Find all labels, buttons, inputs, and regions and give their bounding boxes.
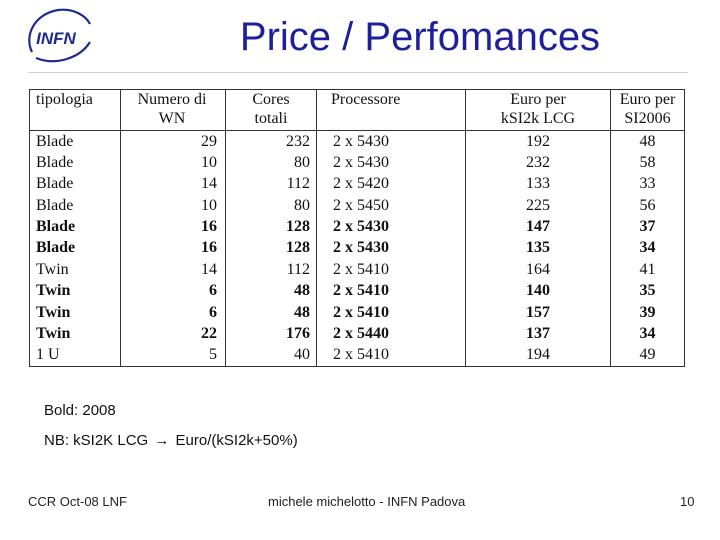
table-cell: 37 <box>611 216 685 237</box>
table-cell: Blade <box>36 196 74 214</box>
column-header-line: totali <box>254 110 288 127</box>
table-cell: 140 <box>466 281 611 302</box>
table-cell: 6 <box>121 281 226 302</box>
table-cell: 133 <box>466 174 611 195</box>
table-cell: 147 <box>466 216 611 237</box>
column-header-line: Numero di <box>137 91 207 108</box>
table-cell: 16 <box>121 216 226 237</box>
bold-note: Bold: 2008 <box>44 402 116 419</box>
table-cell: 164 <box>466 259 611 280</box>
table-cell: 2 x 5440 <box>317 323 466 344</box>
table-cell: 49 <box>611 345 685 366</box>
table-cell: 80 <box>226 195 317 216</box>
column-header <box>611 90 685 131</box>
column-header <box>121 90 226 131</box>
table-cell: 2 x 5410 <box>317 345 466 366</box>
table-cell: 2 x 5450 <box>317 195 466 216</box>
table-cell: 40 <box>226 345 317 366</box>
table-cell: 137 <box>466 323 611 344</box>
table-cell: 48 <box>611 131 685 153</box>
arrow-right-icon: → <box>154 432 170 449</box>
table-cell: 39 <box>611 302 685 323</box>
table-cell: Twin <box>36 303 71 321</box>
table-cell: Twin <box>36 260 69 278</box>
table-cell: 41 <box>611 259 685 280</box>
nb-note <box>44 432 298 449</box>
table-cell: 58 <box>611 152 685 173</box>
table-cell: 48 <box>226 281 317 302</box>
footer-author: michele michelotto - INFN Padova <box>268 494 466 509</box>
table-cell: 112 <box>226 259 317 280</box>
table-cell: 14 <box>121 259 226 280</box>
footer-event: CCR Oct-08 LNF <box>28 494 127 509</box>
table-cell: 232 <box>226 131 317 153</box>
table-cell: Twin <box>36 282 71 300</box>
table-cell: 34 <box>611 323 685 344</box>
page-number: 10 <box>680 494 695 509</box>
table-cell: Blade <box>36 239 76 257</box>
table-cell: 2 x 5410 <box>317 259 466 280</box>
table-cell: Twin <box>36 324 71 342</box>
table-cell: 2 x 5430 <box>317 131 466 153</box>
table-row <box>30 323 684 344</box>
table-row <box>30 216 684 237</box>
price-performance-table <box>29 89 685 367</box>
table-cell: 192 <box>466 131 611 153</box>
table-row <box>30 195 684 216</box>
table-cell: 14 <box>121 174 226 195</box>
table-cell: 135 <box>466 238 611 259</box>
infn-logo <box>20 6 94 66</box>
table-cell: 2 x 5410 <box>317 302 466 323</box>
table-cell: 112 <box>226 174 317 195</box>
table-cell: 29 <box>121 131 226 153</box>
table-header-row <box>30 90 684 131</box>
table-cell: 1 U <box>36 346 60 364</box>
column-header <box>466 90 611 131</box>
title-divider <box>28 72 688 73</box>
table-row <box>30 131 684 153</box>
table-cell: 232 <box>466 152 611 173</box>
table-cell: 2 x 5430 <box>317 216 466 237</box>
nb-note-suffix: Euro/(kSI2k+50%) <box>175 432 298 449</box>
nb-note-prefix: NB: kSI2K LCG <box>44 432 149 449</box>
table-row <box>30 238 684 259</box>
table-cell: 35 <box>611 281 685 302</box>
table-cell: 176 <box>226 323 317 344</box>
table-row <box>30 345 684 366</box>
table-row <box>30 259 684 280</box>
column-header-line: kSI2k LCG <box>500 110 576 127</box>
table-cell: 10 <box>121 195 226 216</box>
column-header-line: Processore <box>331 91 401 108</box>
table-cell: 34 <box>611 238 685 259</box>
table-row <box>30 152 684 173</box>
table-cell: 128 <box>226 216 317 237</box>
column-header-line: Euro per <box>619 91 676 108</box>
table-cell: 2 x 5410 <box>317 281 466 302</box>
table-cell: 56 <box>611 195 685 216</box>
column-header <box>317 90 466 131</box>
column-header-line: tipologia <box>36 91 93 108</box>
infn-logo-text: INFN <box>36 29 76 48</box>
table-cell: 22 <box>121 323 226 344</box>
table-cell: 48 <box>226 302 317 323</box>
table-cell: 2 x 5430 <box>317 152 466 173</box>
table-cell: 225 <box>466 195 611 216</box>
infn-logo-graphic <box>20 6 94 66</box>
page-title: Price / Perfomances <box>239 15 601 59</box>
table-row <box>30 281 684 302</box>
table-row <box>30 174 684 195</box>
column-header <box>226 90 317 131</box>
column-header-line: WN <box>158 110 186 127</box>
table-cell: 5 <box>121 345 226 366</box>
table-cell: 128 <box>226 238 317 259</box>
table-cell: 157 <box>466 302 611 323</box>
column-header-line: Euro per <box>510 91 566 108</box>
table-row <box>30 302 684 323</box>
table-cell: Blade <box>36 175 74 193</box>
table-cell: Blade <box>36 132 74 150</box>
table-cell: 2 x 5420 <box>317 174 466 195</box>
table-cell: Blade <box>36 154 74 172</box>
table-cell: 194 <box>466 345 611 366</box>
column-header-line: SI2006 <box>624 110 671 127</box>
table-cell: 2 x 5430 <box>317 238 466 259</box>
table-cell: 6 <box>121 302 226 323</box>
table-cell: 10 <box>121 152 226 173</box>
table-cell: 33 <box>611 174 685 195</box>
table-cell: 80 <box>226 152 317 173</box>
table-cell: 16 <box>121 238 226 259</box>
column-header <box>30 90 121 131</box>
table-cell: Blade <box>36 218 76 236</box>
column-header-line: Cores <box>252 91 290 108</box>
